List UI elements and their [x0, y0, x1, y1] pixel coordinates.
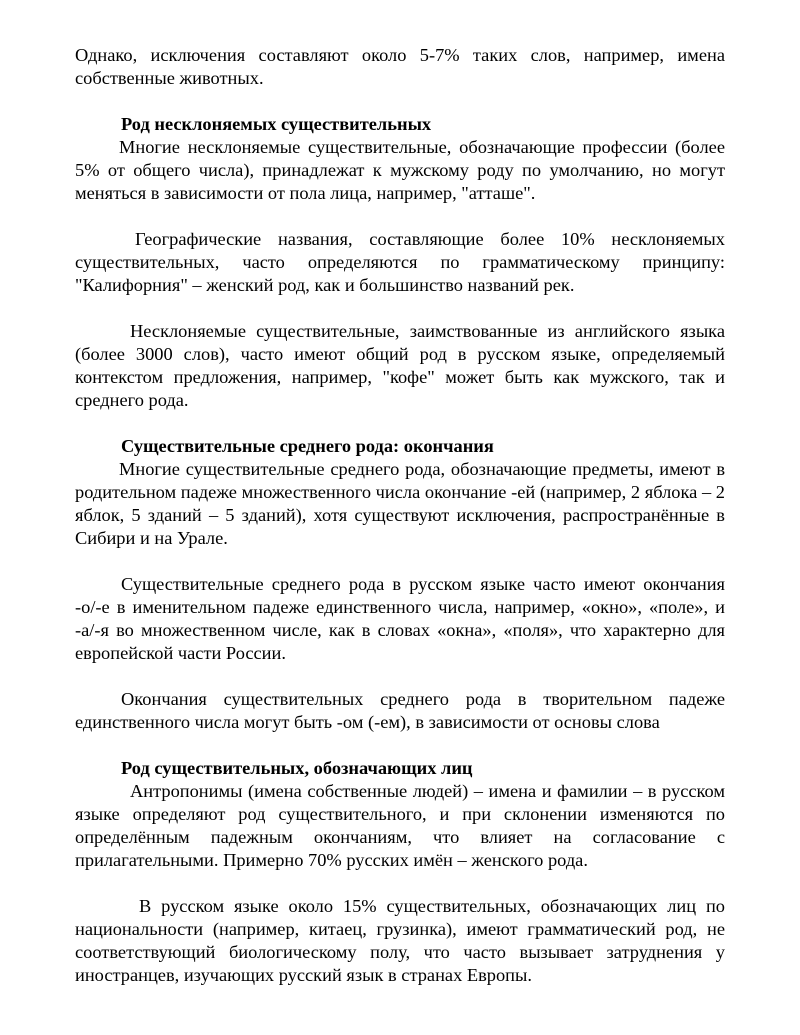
spacer — [75, 205, 725, 228]
spacer — [75, 90, 725, 113]
paragraph-genitive-plural: Многие существительные среднего рода, обозначающие предметы, имеют в родительном падеже множественного числа окончание -ей (например, 2 яблока – 2 яблок, 5 зданий – 5 зданий), хотя существуют исключения, распространённые в Сибири и на Урале. — [75, 459, 725, 548]
paragraph-nationality-nouns: В русском языке около 15% существительных, обозначающих лиц по национальности (например, китаец, грузинка), имеют грамматический род, не соответствующий биологическому полу, что часто вызывает затруднения у иностранцев, изучающих русский язык в странах Европы. — [75, 896, 725, 985]
intro-paragraph: Однако, исключения составляют около 5-7% таких слов, например, имена собственные животных. — [75, 45, 725, 88]
paragraph-geographic-names: Географические названия, составляющие более 10% несклоняемых существительных, часто определяются по грамматическому принципу: "Калифорния" – женский род, как и большинство названий рек. — [75, 229, 725, 295]
document-page — [75, 44, 725, 987]
paragraph-professions: Многие несклоняемые существительные, обозначающие профессии (более 5% от общего числа), принадлежат к мужскому роду по умолчанию, но могут меняться в зависимости от пола лица, например, "атташе". — [75, 137, 725, 203]
spacer — [75, 872, 725, 895]
spacer — [75, 550, 725, 573]
section-heading-neuter-endings: Существительные среднего рода: окончания — [121, 436, 494, 456]
paragraph-borrowed-words: Несклоняемые существительные, заимствованные из английского языка (более 3000 слов), часто имеют общий род в русском языке, определяемый контекстом предложения, например, "кофе" может быть как мужского, так и среднего рода. — [75, 321, 725, 410]
paragraph-instrumental-endings: Окончания существительных среднего рода в творительном падеже единственного числа могут быть -ом (-ем), в зависимости от основы слова — [75, 689, 725, 732]
paragraph-anthroponyms: Антропонимы (имена собственные людей) – имена и фамилии – в русском языке определяют род существительного, и при склонении изменяются по определённым падежным окончаниям, что влияет на согласование с прилагательными. Примерно 70% русских имён – женского рода. — [75, 781, 725, 870]
section-heading-persons: Род существительных, обозначающих лиц — [121, 758, 473, 778]
paragraph-nominative-endings: Существительные среднего рода в русском языке часто имеют окончания -о/-е в именительном падеже единственного числа, например, «окно», «поле», и -а/-я во множественном числе, как в словах «окна», «поля», что характерно для европейской части России. — [75, 574, 725, 663]
spacer — [75, 734, 725, 757]
section-heading-indeclinable: Род несклоняемых существительных — [121, 114, 432, 134]
spacer — [75, 297, 725, 320]
spacer — [75, 412, 725, 435]
spacer — [75, 665, 725, 688]
